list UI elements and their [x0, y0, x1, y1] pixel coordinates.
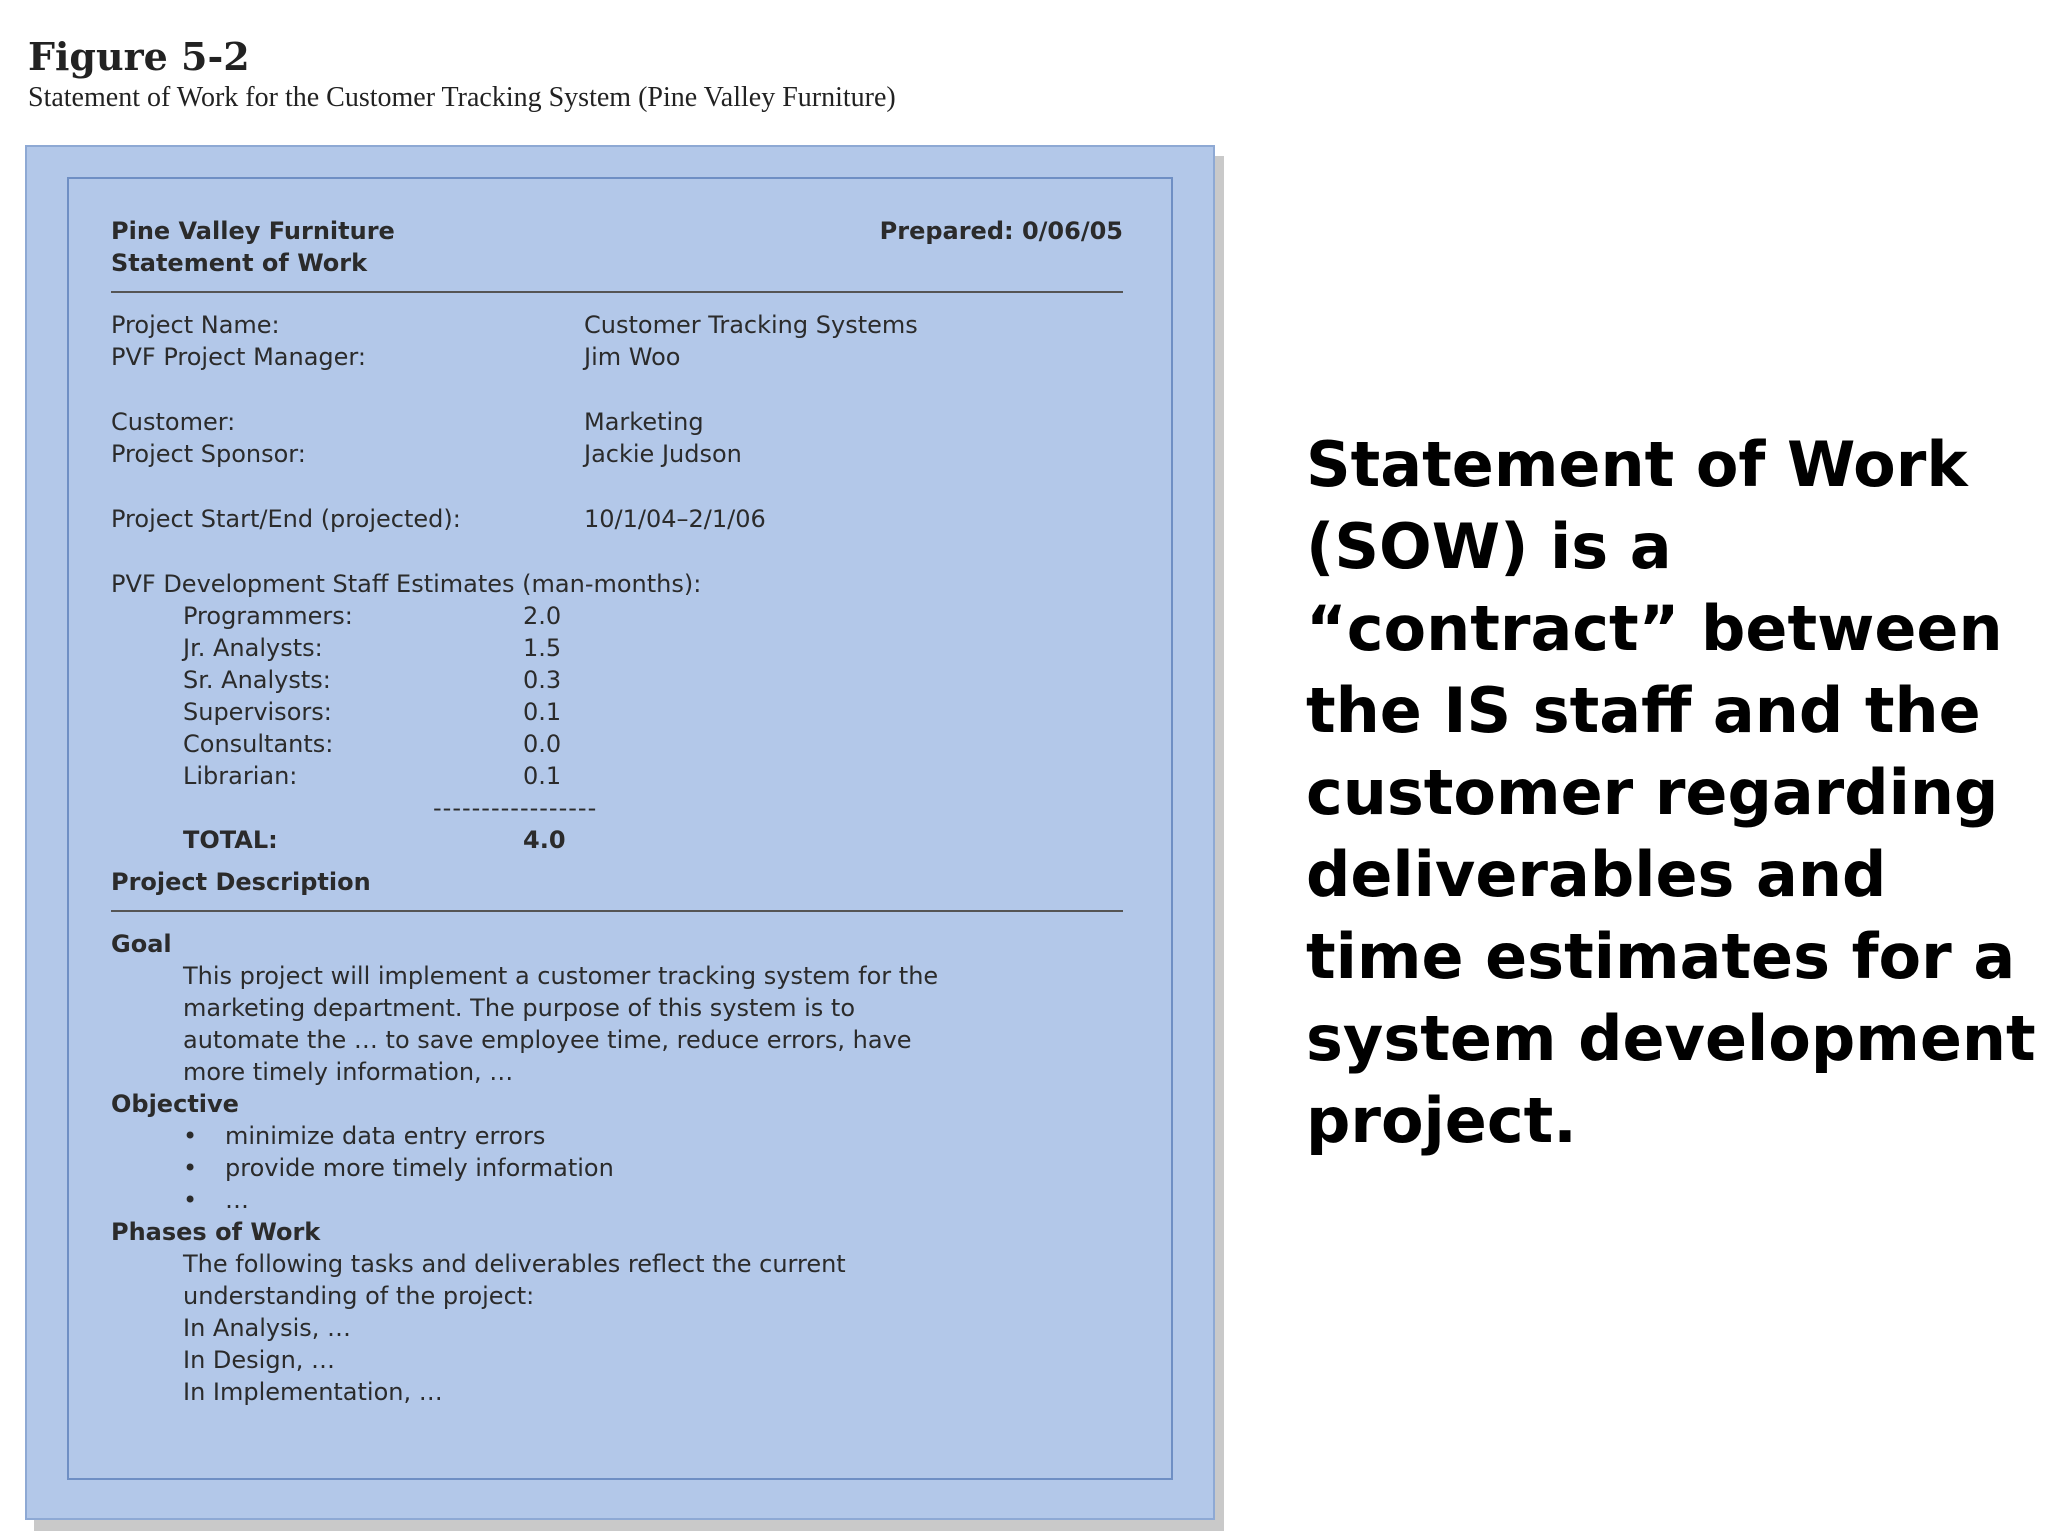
staff-value: 1.5 — [523, 634, 562, 662]
objective-heading: Objective — [111, 1090, 239, 1118]
staff-value: 2.0 — [523, 602, 562, 630]
bullet-icon: • — [183, 1154, 198, 1182]
field-label: PVF Project Manager: — [111, 343, 366, 371]
staff-role: Librarian: — [183, 762, 298, 790]
objective-item — [111, 1120, 1123, 1152]
company-name: Pine Valley Furniture — [111, 217, 395, 245]
field-row — [111, 406, 1123, 438]
staff-role: Jr. Analysts: — [183, 634, 323, 662]
doc-type: Statement of Work — [111, 249, 368, 277]
sow-header-row — [111, 215, 1123, 247]
staff-value: 0.3 — [523, 666, 562, 694]
description-divider — [111, 910, 1123, 912]
staff-value: 0.0 — [523, 730, 562, 758]
project-description-heading: Project Description — [111, 868, 371, 896]
goal-line: automate the … to save employee time, reduce errors, have — [183, 1026, 912, 1054]
definition-line: “contract” between — [1306, 592, 2003, 665]
total-label: TOTAL: — [183, 826, 278, 854]
field-value: Jim Woo — [584, 343, 681, 371]
staff-row — [111, 600, 1123, 632]
staff-row — [111, 664, 1123, 696]
field-value: Customer Tracking Systems — [584, 311, 918, 339]
total-divider-row — [111, 792, 1123, 824]
field-row — [111, 438, 1123, 470]
goal-line: more timely information, … — [183, 1058, 514, 1086]
definition-line: time estimates for a — [1306, 920, 2016, 993]
phases-line: The following tasks and deliverables reflect the current — [183, 1250, 846, 1278]
sow-panel — [25, 145, 1215, 1520]
field-label: Customer: — [111, 408, 236, 436]
field-row — [111, 309, 1123, 341]
goal-line: marketing department. The purpose of this system is to — [183, 994, 856, 1022]
field-row — [111, 341, 1123, 373]
total-row — [111, 824, 1123, 856]
definition-line: project. — [1306, 1084, 1577, 1157]
figure-title: Figure 5-2 — [28, 34, 250, 79]
field-label: Project Name: — [111, 311, 280, 339]
bullet-icon: • — [183, 1122, 198, 1150]
objective-text: … — [225, 1186, 249, 1214]
goal-heading: Goal — [111, 930, 172, 958]
definition-line: the IS staff and the — [1306, 674, 1981, 747]
goal-line: This project will implement a customer tracking system for the — [183, 962, 939, 990]
phases-heading: Phases of Work — [111, 1218, 321, 1246]
objective-item — [111, 1184, 1123, 1216]
phases-line: understanding of the project: — [183, 1282, 535, 1310]
staff-role: Sr. Analysts: — [183, 666, 331, 694]
staff-row — [111, 632, 1123, 664]
field-label: Project Sponsor: — [111, 440, 306, 468]
prepared-date: Prepared: 0/06/05 — [879, 217, 1123, 245]
field-value: 10/1/04–2/1/06 — [584, 505, 766, 533]
field-value: Jackie Judson — [584, 440, 742, 468]
definition-line: customer regarding — [1306, 756, 1999, 829]
bullet-icon: • — [183, 1186, 198, 1214]
field-row — [111, 503, 1123, 535]
definition-line: deliverables and — [1306, 838, 1887, 911]
phases-line: In Implementation, … — [183, 1378, 443, 1406]
objective-text: minimize data entry errors — [225, 1122, 546, 1150]
staff-role: Consultants: — [183, 730, 334, 758]
staff-role: Supervisors: — [183, 698, 332, 726]
staff-heading: PVF Development Staff Estimates (man-months): — [111, 570, 702, 598]
staff-row — [111, 728, 1123, 760]
staff-value: 0.1 — [523, 762, 562, 790]
staff-value: 0.1 — [523, 698, 562, 726]
total-value: 4.0 — [523, 826, 566, 854]
sow-inner-frame — [67, 177, 1173, 1480]
phases-line: In Design, … — [183, 1346, 336, 1374]
staff-row — [111, 696, 1123, 728]
statement-of-work — [111, 215, 1123, 1408]
phases-line: In Analysis, … — [183, 1314, 352, 1342]
staff-role: Programmers: — [183, 602, 353, 630]
total-dashes: ----------------- — [433, 794, 598, 822]
header-divider — [111, 291, 1123, 293]
figure-caption: Statement of Work for the Customer Tracking System (Pine Valley Furniture) — [28, 82, 896, 113]
definition-line: system development — [1306, 1002, 2036, 1075]
objective-text: provide more timely information — [225, 1154, 614, 1182]
definition-line: Statement of Work — [1306, 428, 1968, 501]
field-value: Marketing — [584, 408, 704, 436]
field-label: Project Start/End (projected): — [111, 505, 461, 533]
staff-row — [111, 760, 1123, 792]
definition-line: (SOW) is a — [1306, 510, 1672, 583]
sow-definition-text — [1306, 424, 2046, 1162]
objective-item — [111, 1152, 1123, 1184]
